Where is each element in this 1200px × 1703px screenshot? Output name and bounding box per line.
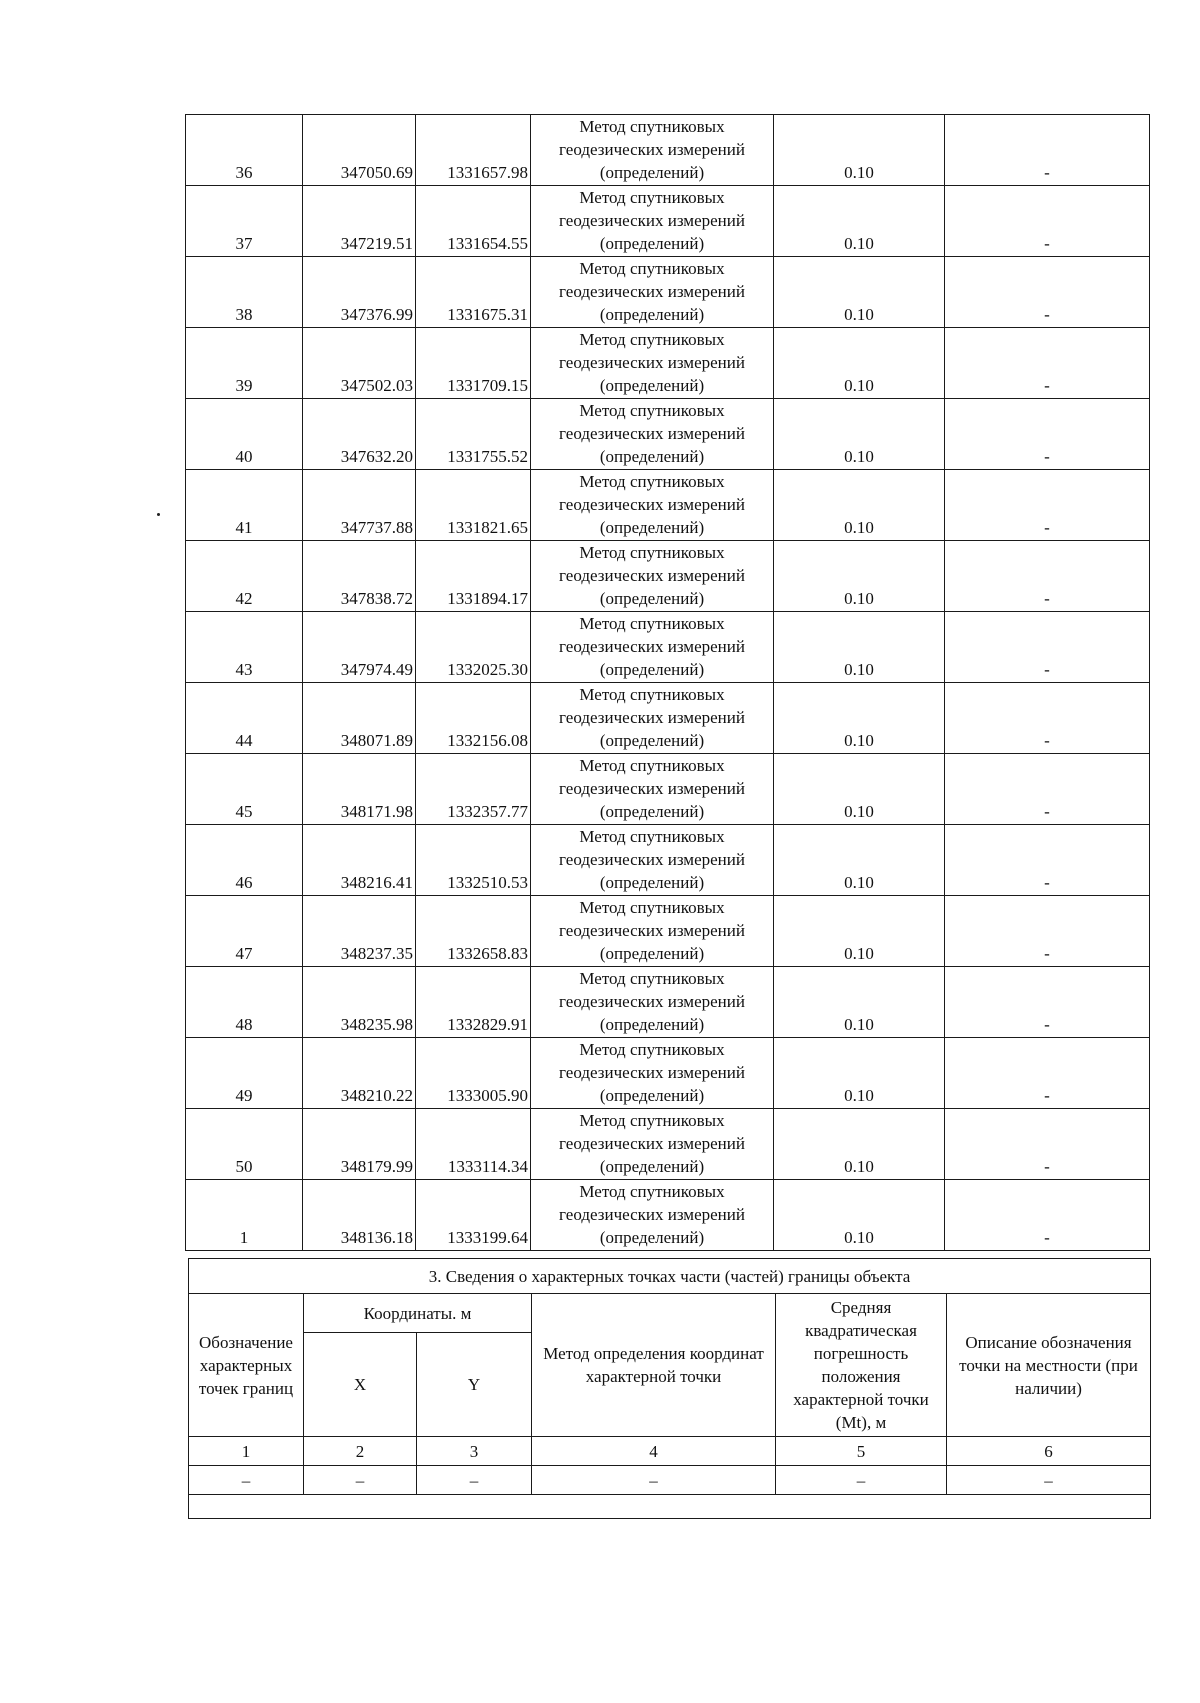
header-coordinates: Координаты. м [304, 1294, 532, 1333]
method-line: Метод спутниковых [579, 1040, 725, 1059]
point-number: 43 [186, 612, 303, 683]
dash-cell: – [947, 1466, 1151, 1495]
method-cell [531, 399, 774, 470]
coord-x: 348179.99 [303, 1109, 416, 1180]
method-line: Метод спутниковых [579, 969, 725, 988]
coord-x: 348136.18 [303, 1180, 416, 1251]
method-cell [531, 328, 774, 399]
point-description: - [945, 115, 1150, 186]
column-number: 1 [189, 1437, 304, 1466]
mean-error: 0.10 [774, 1180, 945, 1251]
method-line: геодезических измерений [559, 708, 745, 727]
coord-y: 1332829.91 [416, 967, 531, 1038]
dash-cell: – [304, 1466, 417, 1495]
point-number: 36 [186, 115, 303, 186]
method-line: геодезических измерений [559, 921, 745, 940]
point-row [186, 612, 1150, 683]
coord-y: 1332510.53 [416, 825, 531, 896]
point-row [186, 328, 1150, 399]
point-description: - [945, 1038, 1150, 1109]
mean-error: 0.10 [774, 896, 945, 967]
mean-error: 0.10 [774, 754, 945, 825]
point-description: - [945, 1180, 1150, 1251]
point-description: - [945, 754, 1150, 825]
column-number: 2 [304, 1437, 417, 1466]
point-description: - [945, 541, 1150, 612]
point-number: 49 [186, 1038, 303, 1109]
coord-x: 348171.98 [303, 754, 416, 825]
method-line: Метод спутниковых [579, 898, 725, 917]
method-line: геодезических измерений [559, 495, 745, 514]
point-row [186, 470, 1150, 541]
method-line: Метод спутниковых [579, 614, 725, 633]
point-row [186, 896, 1150, 967]
point-number: 41 [186, 470, 303, 541]
boundary-points-body [186, 115, 1150, 1251]
method-line: (определений) [599, 873, 705, 892]
method-line: геодезических измерений [559, 566, 745, 585]
point-number: 48 [186, 967, 303, 1038]
point-description: - [945, 186, 1150, 257]
point-description: - [945, 825, 1150, 896]
column-numbers-row [189, 1437, 1151, 1466]
header-method: Метод определения координат характерной точки [532, 1294, 776, 1437]
empty-data-row [189, 1466, 1151, 1495]
method-line: Метод спутниковых [579, 472, 725, 491]
coord-y: 1332156.08 [416, 683, 531, 754]
coord-x: 347632.20 [303, 399, 416, 470]
stray-mark [157, 513, 160, 516]
method-line: геодезических измерений [559, 140, 745, 159]
method-line: Метод спутниковых [579, 330, 725, 349]
method-line: геодезических измерений [559, 353, 745, 372]
method-line: Метод спутниковых [579, 827, 725, 846]
header-x: X [304, 1333, 417, 1437]
coord-x: 347376.99 [303, 257, 416, 328]
method-cell [531, 470, 774, 541]
point-row [186, 399, 1150, 470]
method-line: (определений) [599, 1157, 705, 1176]
dash-cell: – [417, 1466, 532, 1495]
method-line: (определений) [599, 589, 705, 608]
method-line: Метод спутниковых [579, 401, 725, 420]
section3-title: 3. Сведения о характерных точках части (частей) границы объекта [189, 1259, 1151, 1294]
point-description: - [945, 1109, 1150, 1180]
method-line: (определений) [599, 163, 705, 182]
coord-x: 348210.22 [303, 1038, 416, 1109]
point-number: 1 [186, 1180, 303, 1251]
mean-error: 0.10 [774, 612, 945, 683]
mean-error: 0.10 [774, 470, 945, 541]
coord-x: 347502.03 [303, 328, 416, 399]
method-line: (определений) [599, 1228, 705, 1247]
method-line: (определений) [599, 660, 705, 679]
coord-y: 1332357.77 [416, 754, 531, 825]
method-line: геодезических измерений [559, 1063, 745, 1082]
point-description: - [945, 896, 1150, 967]
coord-y: 1331709.15 [416, 328, 531, 399]
point-number: 39 [186, 328, 303, 399]
point-description: - [945, 399, 1150, 470]
point-number: 40 [186, 399, 303, 470]
point-row [186, 683, 1150, 754]
coord-y: 1332025.30 [416, 612, 531, 683]
point-description: - [945, 257, 1150, 328]
method-line: Метод спутниковых [579, 756, 725, 775]
method-line: геодезических измерений [559, 211, 745, 230]
mean-error: 0.10 [774, 115, 945, 186]
point-description: - [945, 328, 1150, 399]
method-cell [531, 1038, 774, 1109]
method-cell [531, 1109, 774, 1180]
point-number: 50 [186, 1109, 303, 1180]
column-number: 5 [776, 1437, 947, 1466]
method-line: геодезических измерений [559, 1134, 745, 1153]
method-line: Метод спутниковых [579, 259, 725, 278]
method-cell [531, 896, 774, 967]
method-line: (определений) [599, 376, 705, 395]
column-number: 3 [417, 1437, 532, 1466]
coord-y: 1331894.17 [416, 541, 531, 612]
mean-error: 0.10 [774, 825, 945, 896]
method-line: (определений) [599, 1015, 705, 1034]
mean-error: 0.10 [774, 541, 945, 612]
coord-x: 347737.88 [303, 470, 416, 541]
method-line: геодезических измерений [559, 637, 745, 656]
mean-error: 0.10 [774, 257, 945, 328]
method-line: геодезических измерений [559, 1205, 745, 1224]
header-mean-error: Средняя квадратическая погрешность положения характерной точки (Mt), м [776, 1294, 947, 1437]
method-line: геодезических измерений [559, 424, 745, 443]
coord-x: 347050.69 [303, 115, 416, 186]
point-number: 38 [186, 257, 303, 328]
mean-error: 0.10 [774, 1109, 945, 1180]
point-row [186, 186, 1150, 257]
coord-y: 1331675.31 [416, 257, 531, 328]
coord-y: 1333199.64 [416, 1180, 531, 1251]
coord-y: 1333005.90 [416, 1038, 531, 1109]
method-cell [531, 967, 774, 1038]
point-row [186, 967, 1150, 1038]
point-description: - [945, 683, 1150, 754]
point-number: 42 [186, 541, 303, 612]
method-cell [531, 754, 774, 825]
coord-x: 348237.35 [303, 896, 416, 967]
point-row [186, 115, 1150, 186]
coord-y: 1332658.83 [416, 896, 531, 967]
header-description: Описание обозначения точки на местности (при наличии) [947, 1294, 1151, 1437]
method-cell [531, 683, 774, 754]
point-description: - [945, 470, 1150, 541]
point-number: 47 [186, 896, 303, 967]
point-number: 46 [186, 825, 303, 896]
method-line: Метод спутниковых [579, 1182, 725, 1201]
point-description: - [945, 967, 1150, 1038]
method-line: геодезических измерений [559, 850, 745, 869]
point-row [186, 1038, 1150, 1109]
section3-table [188, 1258, 1151, 1519]
dash-cell: – [532, 1466, 776, 1495]
method-line: Метод спутниковых [579, 685, 725, 704]
point-row [186, 825, 1150, 896]
method-line: Метод спутниковых [579, 1111, 725, 1130]
method-line: Метод спутниковых [579, 117, 725, 136]
mean-error: 0.10 [774, 399, 945, 470]
coord-y: 1331657.98 [416, 115, 531, 186]
mean-error: 0.10 [774, 683, 945, 754]
header-point-designation: Обозначение характерных точек границ [189, 1294, 304, 1437]
method-line: (определений) [599, 802, 705, 821]
mean-error: 0.10 [774, 328, 945, 399]
boundary-points-table [185, 114, 1150, 1251]
dash-cell: – [776, 1466, 947, 1495]
method-line: геодезических измерений [559, 282, 745, 301]
point-row [186, 541, 1150, 612]
point-number: 37 [186, 186, 303, 257]
dash-cell: – [189, 1466, 304, 1495]
point-row [186, 1109, 1150, 1180]
method-line: (определений) [599, 447, 705, 466]
coord-y: 1331654.55 [416, 186, 531, 257]
mean-error: 0.10 [774, 967, 945, 1038]
mean-error: 0.10 [774, 1038, 945, 1109]
column-number: 6 [947, 1437, 1151, 1466]
mean-error: 0.10 [774, 186, 945, 257]
method-line: (определений) [599, 1086, 705, 1105]
coord-x: 347974.49 [303, 612, 416, 683]
method-line: (определений) [599, 234, 705, 253]
coord-x: 348235.98 [303, 967, 416, 1038]
method-cell [531, 186, 774, 257]
method-line: Метод спутниковых [579, 543, 725, 562]
point-number: 45 [186, 754, 303, 825]
point-row [186, 754, 1150, 825]
point-row [186, 257, 1150, 328]
method-cell [531, 825, 774, 896]
method-line: геодезических измерений [559, 992, 745, 1011]
method-cell [531, 1180, 774, 1251]
method-cell [531, 541, 774, 612]
coord-x: 348071.89 [303, 683, 416, 754]
coord-y: 1331821.65 [416, 470, 531, 541]
empty-footer-row [189, 1495, 1151, 1519]
method-cell [531, 115, 774, 186]
coord-y: 1331755.52 [416, 399, 531, 470]
method-line: геодезических измерений [559, 779, 745, 798]
method-cell [531, 612, 774, 683]
coord-y: 1333114.34 [416, 1109, 531, 1180]
point-number: 44 [186, 683, 303, 754]
header-y: Y [417, 1333, 532, 1437]
coord-x: 347219.51 [303, 186, 416, 257]
column-number: 4 [532, 1437, 776, 1466]
method-line: (определений) [599, 944, 705, 963]
method-cell [531, 257, 774, 328]
method-line: (определений) [599, 305, 705, 324]
coord-x: 348216.41 [303, 825, 416, 896]
method-line: (определений) [599, 731, 705, 750]
point-row [186, 1180, 1150, 1251]
method-line: Метод спутниковых [579, 188, 725, 207]
coord-x: 347838.72 [303, 541, 416, 612]
point-description: - [945, 612, 1150, 683]
method-line: (определений) [599, 518, 705, 537]
